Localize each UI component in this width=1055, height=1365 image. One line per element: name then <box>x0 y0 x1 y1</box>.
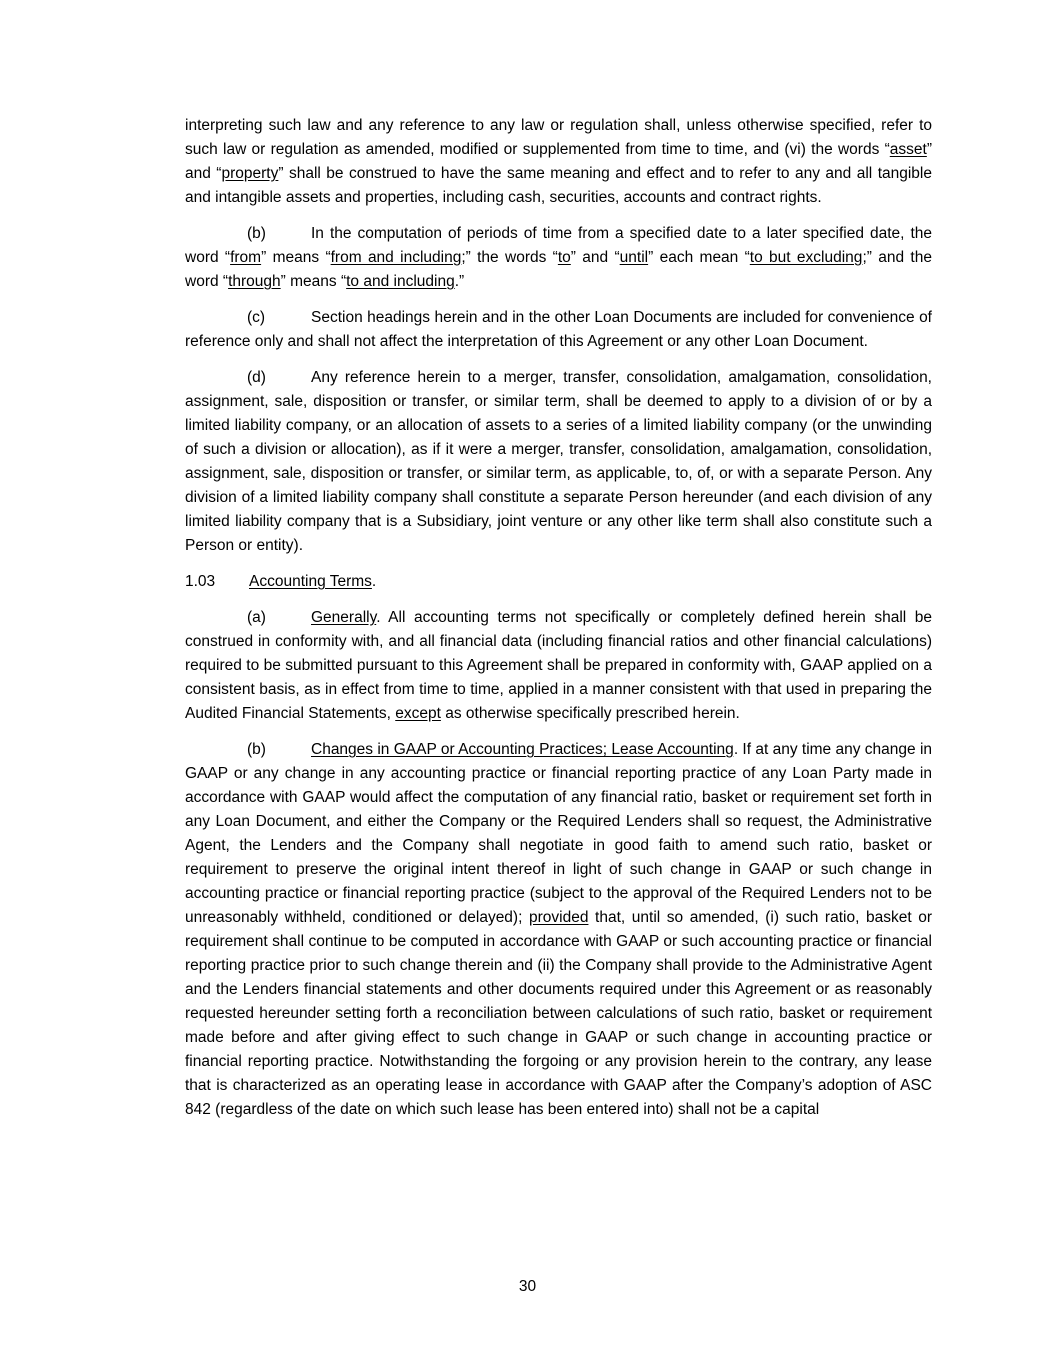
text-segment: ” and “ <box>185 141 932 182</box>
underlined-term: Generally <box>311 609 377 626</box>
text-segment: as otherwise specifically prescribed herein. <box>440 705 740 722</box>
underlined-term: asset <box>889 141 927 158</box>
text-segment: ;” the words “ <box>461 249 558 266</box>
text-segment: ” each mean “ <box>648 249 750 266</box>
text-segment: ” and “ <box>570 249 620 266</box>
paragraph-label: 1.03 <box>185 573 216 590</box>
underlined-term: Accounting Terms <box>249 573 372 590</box>
text-segment: In the computation of periods of time from a specified date to a later specified date, the word “ <box>185 225 932 266</box>
text-segment: . All accounting terms not specifically or completely defined herein shall be construed in conformity with, and all financial data (including financial ratios and other financial calculations) required to be submitted pursuant to this Agreement shall be prepared in conformity with, GAAP applied on a consistent basis, as in effect from time to time, applied in a manner consistent with that used in preparing the Audited Financial Statements, <box>185 609 932 722</box>
underlined-term: from <box>230 249 262 266</box>
text-segment: Section headings herein and in the other Loan Documents are included for convenience of reference only and shall not affect the interpretation of this Agreement or any other Loan Document. <box>185 309 932 350</box>
underlined-term: property <box>221 165 279 182</box>
text-segment: . If at any time any change in GAAP or any change in any accounting practice or financial reporting practice of any Loan Party made in accordance with GAAP would affect the computation of any financial ratio, basket or requirement set forth in any Loan Document, and either the Company or the Required Lenders shall so request, the Administrative Agent, the Lenders and the Company shall negotiate in good faith to amend such ratio, basket or requirement to preserve the original intent thereof in light of such change in GAAP or such change in accounting practice or financial reporting practice (subject to the approval of the Required Lenders not to be unreasonably withheld, conditioned or delayed); <box>185 741 933 926</box>
text-segment: ” shall be construed to have the same meaning and effect and to refer to any and all tangible and intangible assets and properties, including cash, securities, accounts and contract rights. <box>185 165 932 206</box>
page-number: 30 <box>518 1278 537 1295</box>
underlined-term: through <box>228 273 281 290</box>
text-segment: .” <box>454 273 465 290</box>
continuation-paragraph <box>185 114 932 210</box>
paragraph-label: (c) <box>247 309 266 326</box>
underlined-term: from and including <box>330 249 462 266</box>
text-segment: interpreting such law and any reference to any law or regulation shall, unless otherwise specified, refer to such law or regulation as amended, modified or supplemented from time to time, and (vi) the words “ <box>185 117 932 158</box>
paragraph-label: (a) <box>247 609 266 626</box>
section-1-03-heading <box>185 570 932 594</box>
text-segment: ” means “ <box>261 249 331 266</box>
paragraph-label: (b) <box>247 741 266 758</box>
text-segment: that, until so amended, (i) such ratio, basket or requirement shall continue to be computed in accordance with GAAP or such accounting practice or financial reporting practice prior to such change therein and (ii) the Company shall provide to the Administrative Agent and the Lenders financial statements and other documents required under this Agreement or as reasonably requested hereunder setting forth a reconciliation between calculations of such ratio, basket or requirement made before and after giving effect to such change in GAAP or such change in accounting practice or financial reporting practice. Notwithstanding the forgoing or any provision herein to the contrary, any lease that is characterized as an operating lease in accordance with GAAP after the Company’s adoption of ASC 842 (regardless of the date on which such lease has been entered into) shall not be a capital <box>185 909 933 1118</box>
text-segment: Any reference herein to a merger, transfer, consolidation, amalgamation, consolidation, assignment, sale, disposition or transfer, or similar term, shall be deemed to apply to a division of or by a limited liability company, or an allocation of assets to a series of a limited liability company (or the unwinding of such a division or allocation), as if it were a merger, transfer, consolidation, amalgamation, consolidation, assignment, sale, disposition or transfer, or similar term, as applicable, to, of, or with a separate Person. Any division of a limited liability company shall constitute a separate Person hereunder (and each division of any limited liability company that is a Subsidiary, joint venture or any other like term shall also constitute such a Person or entity). <box>185 369 932 554</box>
underlined-term: until <box>619 249 649 266</box>
text-segment: ;” and the word “ <box>185 249 932 290</box>
underlined-term: provided <box>528 909 589 926</box>
clause-1-03-b-changes-in-gaap <box>185 738 932 1122</box>
text-segment: . <box>371 573 377 590</box>
clause-c-section-headings <box>185 306 932 354</box>
clause-d-division-reference <box>185 366 932 558</box>
paragraph-label: (d) <box>247 369 266 386</box>
underlined-term: Changes in GAAP or Accounting Practices; Lease Accounting <box>311 741 734 758</box>
underlined-term: to but excluding <box>749 249 863 266</box>
clause-b-computation-of-time <box>185 222 932 294</box>
document-body <box>185 114 932 1134</box>
underlined-term: to and including <box>346 273 455 290</box>
underlined-term: to <box>557 249 571 266</box>
paragraph-label: (b) <box>247 225 266 242</box>
text-segment: ” means “ <box>280 273 347 290</box>
underlined-term: except <box>395 705 441 722</box>
clause-1-03-a-generally <box>185 606 932 726</box>
